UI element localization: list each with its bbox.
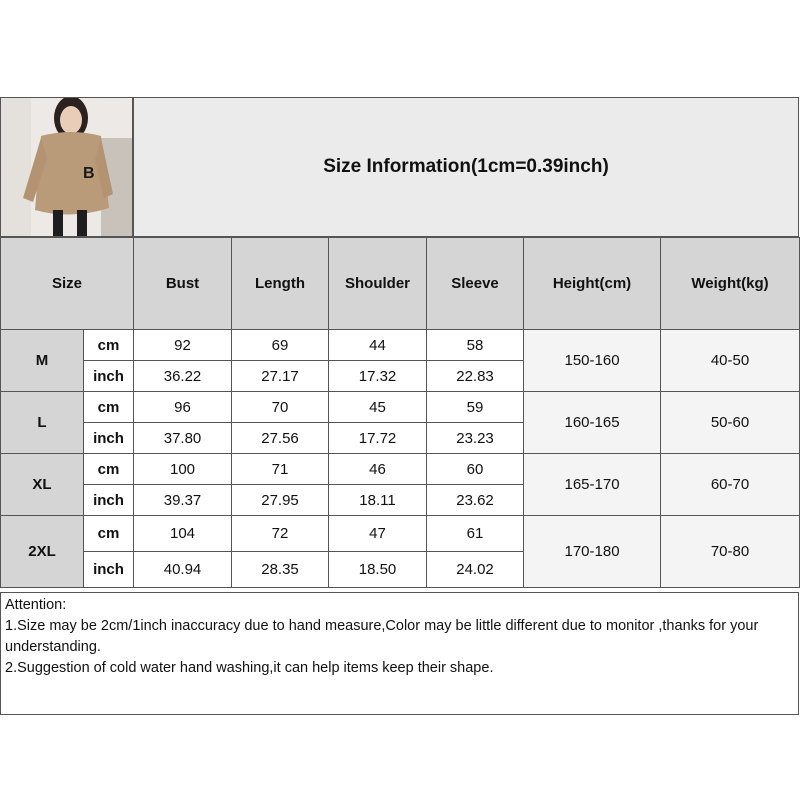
height-range: 165-170 <box>524 454 661 516</box>
sleeve-cm: 61 <box>427 516 524 552</box>
bust-cm: 104 <box>134 516 232 552</box>
unit-inch: inch <box>84 552 134 588</box>
size-table <box>0 237 800 588</box>
sleeve-inch: 24.02 <box>427 552 524 588</box>
attention-notes <box>0 592 799 715</box>
sleeve-inch: 23.62 <box>427 485 524 516</box>
bust-inch: 37.80 <box>134 423 232 454</box>
bust-cm: 96 <box>134 392 232 423</box>
table-row-m-cm <box>1 330 800 361</box>
sleeve-inch: 23.23 <box>427 423 524 454</box>
length-inch: 28.35 <box>232 552 329 588</box>
bust-inch: 36.22 <box>134 361 232 392</box>
length-cm: 72 <box>232 516 329 552</box>
column-header-length: Length <box>232 238 329 330</box>
unit-cm: cm <box>84 516 134 552</box>
size-header: Size <box>1 238 134 330</box>
length-cm: 69 <box>232 330 329 361</box>
sleeve-inch: 22.83 <box>427 361 524 392</box>
column-header-bust: Bust <box>134 238 232 330</box>
table-row-2xl-cm <box>1 516 800 552</box>
size-label-2xl: 2XL <box>1 516 84 588</box>
shoulder-inch: 18.11 <box>329 485 427 516</box>
model-photo-illustration <box>1 98 133 237</box>
table-row-l-cm <box>1 392 800 423</box>
notes-heading: Attention: <box>5 597 67 613</box>
shoulder-cm: 47 <box>329 516 427 552</box>
length-cm: 70 <box>232 392 329 423</box>
height-range: 150-160 <box>524 330 661 392</box>
unit-cm: cm <box>84 392 134 423</box>
size-label-xl: XL <box>1 454 84 516</box>
length-inch: 27.95 <box>232 485 329 516</box>
shoulder-cm: 45 <box>329 392 427 423</box>
height-range: 160-165 <box>524 392 661 454</box>
column-header-weight: Weight(kg) <box>661 238 800 330</box>
shoulder-cm: 46 <box>329 454 427 485</box>
size-label-l: L <box>1 392 84 454</box>
sleeve-cm: 60 <box>427 454 524 485</box>
length-cm: 71 <box>232 454 329 485</box>
bust-cm: 92 <box>134 330 232 361</box>
length-inch: 27.17 <box>232 361 329 392</box>
shoulder-inch: 18.50 <box>329 552 427 588</box>
unit-inch: inch <box>84 485 134 516</box>
shoulder-inch: 17.32 <box>329 361 427 392</box>
unit-inch: inch <box>84 361 134 392</box>
length-inch: 27.56 <box>232 423 329 454</box>
sweater-letter: B <box>83 165 95 182</box>
bust-inch: 40.94 <box>134 552 232 588</box>
unit-cm: cm <box>84 330 134 361</box>
column-header-sleeve: Sleeve <box>427 238 524 330</box>
bust-inch: 39.37 <box>134 485 232 516</box>
shoulder-inch: 17.72 <box>329 423 427 454</box>
weight-range: 50-60 <box>661 392 800 454</box>
notes-line-1: 1.Size may be 2cm/1inch inaccuracy due to hand measure,Color may be little different due to monitor ,thanks for your understanding. <box>5 618 759 655</box>
column-header-height: Height(cm) <box>524 238 661 330</box>
sleeve-cm: 59 <box>427 392 524 423</box>
unit-inch: inch <box>84 423 134 454</box>
height-range: 170-180 <box>524 516 661 588</box>
column-header-shoulder: Shoulder <box>329 238 427 330</box>
bust-cm: 100 <box>134 454 232 485</box>
product-photo <box>0 97 133 237</box>
unit-cm: cm <box>84 454 134 485</box>
shoulder-cm: 44 <box>329 330 427 361</box>
header-row <box>1 238 800 330</box>
notes-line-2: 2.Suggestion of cold water hand washing,it can help items keep their shape. <box>5 660 494 676</box>
weight-range: 60-70 <box>661 454 800 516</box>
table-row-xl-cm <box>1 454 800 485</box>
weight-range: 70-80 <box>661 516 800 588</box>
weight-range: 40-50 <box>661 330 800 392</box>
sleeve-cm: 58 <box>427 330 524 361</box>
size-label-m: M <box>1 330 84 392</box>
chart-title: Size Information(1cm=0.39inch) <box>133 97 799 237</box>
